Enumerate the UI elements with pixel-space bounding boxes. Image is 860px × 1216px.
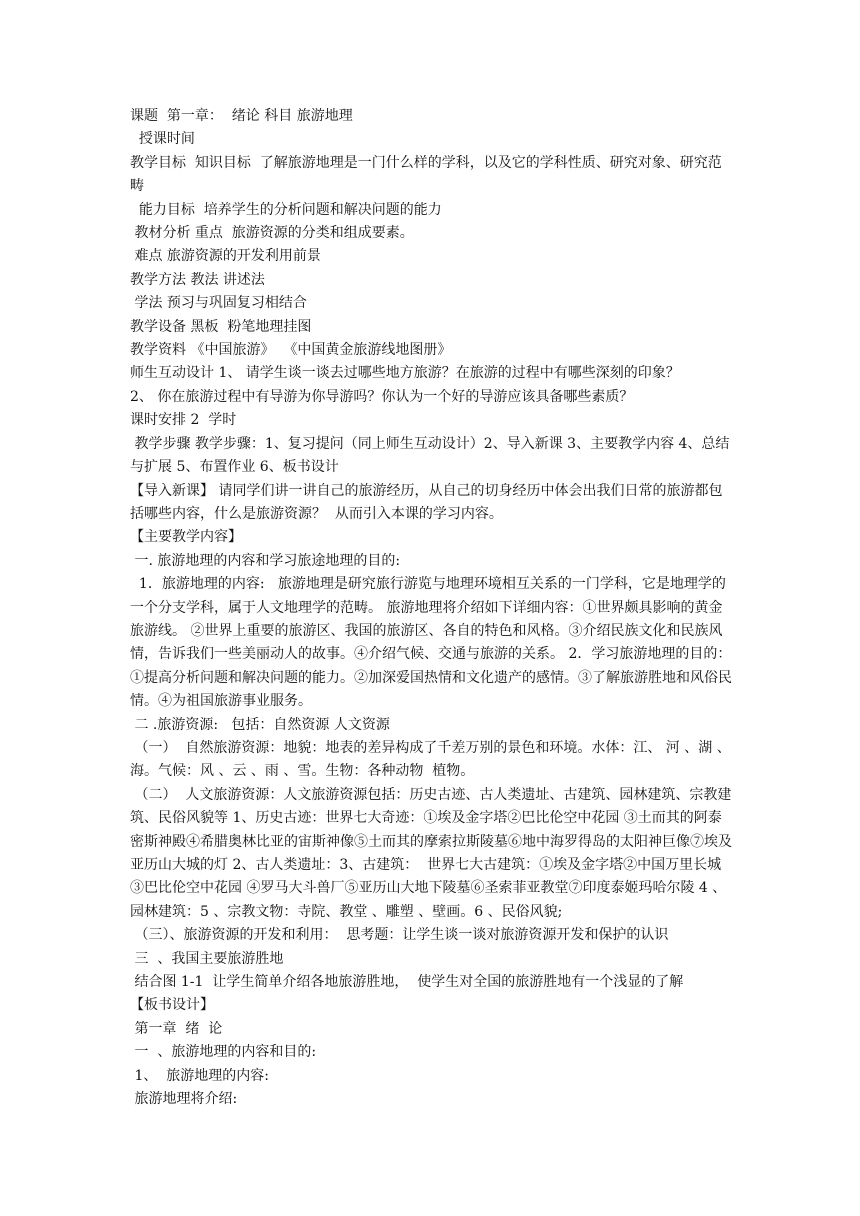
text-line: 2、 你在旅游过程中有导游为你导游吗？你认为一个好的导游应该具备哪些素质？ — [130, 388, 634, 405]
text-line: 课时安排 2 学时 — [130, 412, 237, 429]
section-heading: 【板书设计】 — [130, 997, 214, 1014]
text-paragraph: 1．旅游地理的内容: 旅游地理是研究旅行游览与地理环境相互关系的一门学科，它是地理学的一个分支学科，属于人文地理学的范畴。 旅游地理将介绍如下详细内容：①世界颇具影响的黄金旅游线。 ②世界上重要的旅游区、我国的旅游区、各自的特色和风格。③介绍民族文化和民族风情，告诉我们一些美丽动人的故事。④介绍气候、交通与旅游的关系。 2．学习旅游地理的目的：①提高分析问题和解决问题的能力。②加深爱国热情和文化遗产的感情。③了解旅游胜地和风俗民情。④为祖国旅游事业服务。 — [130, 576, 732, 710]
text-line: 一. 旅游地理的内容和学习旅途地理的目的: — [130, 552, 401, 569]
text-line: 学法 预习与巩固复习相结合 — [130, 295, 307, 312]
text-line: 第一章 绪 论 — [130, 1020, 223, 1037]
text-line: 三 、我国主要旅游胜地 — [130, 950, 284, 967]
section-heading: 【主要教学内容】 — [130, 529, 242, 546]
text-line: 【导入新课】 请同学们讲一讲自己的旅游经历，从自己的切身经历中体会出我们日常的旅游都包括哪些内容，什么是旅游资源？ 从而引入本课的学习内容。 — [130, 482, 723, 522]
text-line: 师生互动设计 1、 请学生谈一谈去过哪些地方旅游？在旅游的过程中有哪些深刻的印象？ — [130, 365, 680, 382]
text-line: 旅游地理将介绍: — [130, 1091, 238, 1108]
text-line: 教学资料 《中国旅游》 《中国黄金旅游线地图册》 — [130, 342, 452, 359]
text-line: 教学目标 知识目标 了解旅游地理是一门什么样的学科，以及它的学科性质、研究对象、研究范畴 — [130, 154, 722, 195]
text-line: 教学方法 教法 讲述法 — [130, 271, 265, 288]
text-line: 能力目标 培养学生的分析问题和解决问题的能力 — [130, 201, 442, 218]
text-line: 授课时间 — [130, 131, 195, 148]
text-line: 教学步骤 教学步骤：1、复习提问（同上师生互动设计）2、导入新课 3、主要教学内容 4、总结与扩展 5、布置作业 6、板书设计 — [130, 435, 730, 476]
text-paragraph: （二） 人文旅游资源：人文旅游资源包括：历史古迹、古人类遗址、古建筑、园林建筑、宗教建筑、民俗风貌等 1、历史古迹：世界七大奇迹：①埃及金字塔②巴比伦空中花园 ③土而其的阿泰密斯神殿④希腊奥林比亚的宙斯神像⑤土而其的摩索拉斯陵墓⑥地中海罗得岛的太阳神巨像⑦埃及亚历山大城的灯 2、古人类遗址：3、古建筑： 世界七大古建筑：①埃及金字塔②中国万里长城③巴比伦空中花园 ④罗马大斗兽厂⑤亚历山大地下陵墓⑥圣索菲亚教堂⑦印度泰姬玛哈尔陵 4 、园林建筑：5 、宗教文物：寺院、教堂 、雕塑 、壁画。6 、民俗风貌; — [130, 786, 732, 920]
text-line: 教学设备 黑板 粉笔地理挂图 — [130, 318, 312, 335]
text-line: 难点 旅游资源的开发利用前景 — [130, 248, 321, 265]
text-line: 二 .旅游资源: 包括：自然资源 人文资源 — [130, 716, 390, 733]
text-line: 结合图 1-1 让学生简单介绍各地旅游胜地， 使学生对全国的旅游胜地有一个浅显的了解 — [130, 974, 684, 991]
text-paragraph: （一） 自然旅游资源：地貌：地表的差异构成了千差万别的景色和环境。水体：江、 河 、湖 、海。气候：风 、云 、雨 、雪。生物：各种动物 植物。 — [130, 739, 731, 780]
text-line: 一 、旅游地理的内容和目的: — [130, 1044, 317, 1061]
text-line: 1、 旅游地理的内容: — [130, 1067, 269, 1084]
text-line: 课题 第一章： 绪论 科目 旅游地理 — [130, 108, 353, 124]
text-line: 教材分析 重点 旅游资源的分类和组成要素。 — [130, 225, 414, 242]
document-body — [130, 105, 732, 1111]
text-line: （三）、旅游资源的开发和利用： 思考题：让学生谈一谈对旅游资源开发和保护的认识 — [130, 927, 669, 944]
